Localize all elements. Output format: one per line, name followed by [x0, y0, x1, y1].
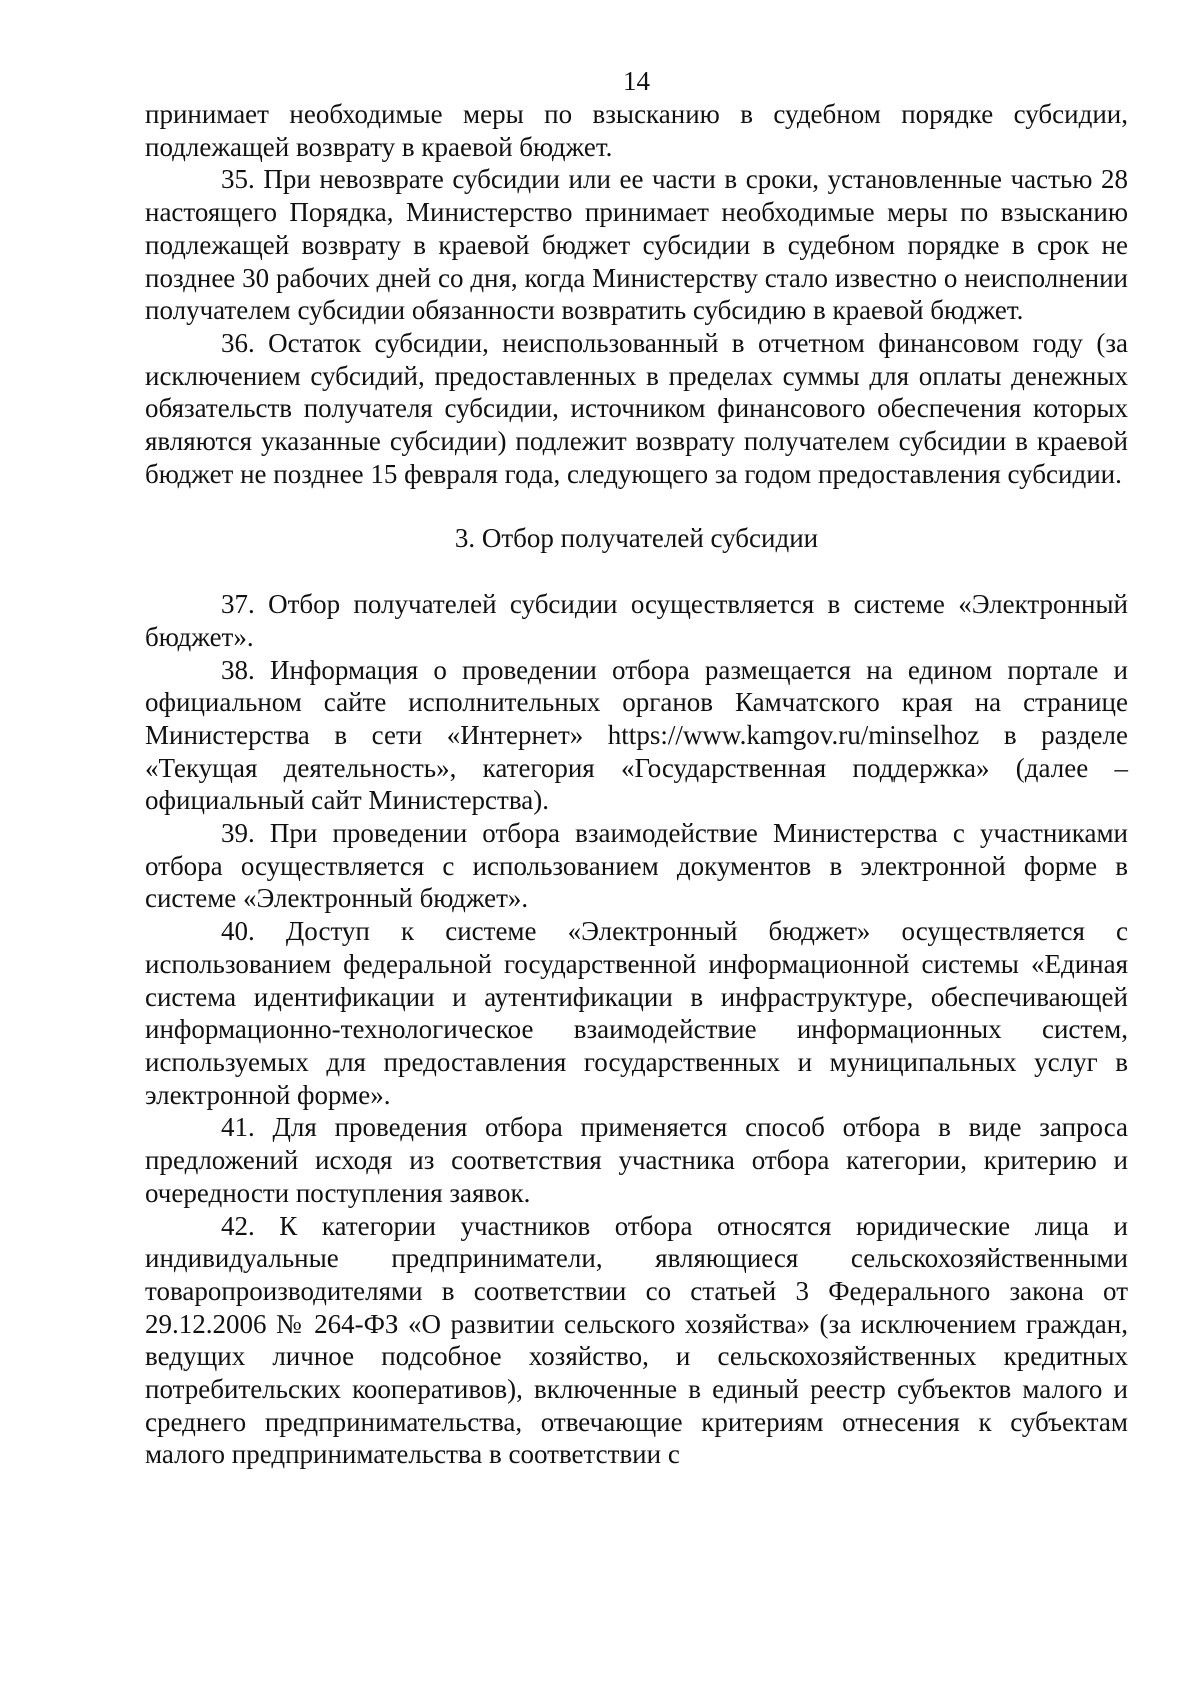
paragraph-39: 39. При проведении отбора взаимодействие Министерства с участниками отбора осуществляется с использованием документов в электронной форме в системе «Электронный бюджет».	[145, 818, 1128, 914]
paragraph-36: 36. Остаток субсидии, неиспользованный в отчетном финансовом году (за исключением субсидий, предоставленных в пределах суммы для оплаты денежных обязательств получателя субсидии, источником финансового обеспечения которых являются указанные субсидии) подлежит возврату получателем субсидии в краевой бюджет не позднее 15 февраля года, следующего за годом предоставления субсидии.	[145, 327, 1128, 489]
section-heading: 3. Отбор получателей субсидии	[454, 523, 819, 554]
intro-paragraph: принимает необходимые меры по взысканию в судебном порядке субсидии, подлежащей возврату в краевой бюджет.	[145, 99, 1128, 162]
paragraph-41: 41. Для проведения отбора применяется способ отбора в виде запроса предложений исходя из соответствия участника отбора категории, критерию и очередности поступления заявок.	[145, 1112, 1128, 1208]
page-number: 14	[623, 66, 650, 96]
paragraph-35: 35. При невозврате субсидии или ее части в сроки, установленные частью 28 настоящего Порядка, Министерство принимает необходимые меры по взысканию подлежащей возврату в краевой бюджет субсидии в судебном порядке в срок не позднее 30 рабочих дней со дня, когда Министерству стало известно о неисполнении получателем субсидии обязанности возвратить субсидию в краевой бюджет.	[145, 164, 1128, 326]
paragraph-42: 42. К категории участников отбора относятся юридические лица и индивидуальные предприниматели, являющиеся сельскохозяйственными товаропроизводителями в соответствии со статьей 3 Федерального закона от 29.12.2006 № 264-ФЗ «О развитии сельского хозяйства» (за исключением граждан, ведущих личное подсобное хозяйство, и сельскохозяйственных кредитных потребительских кооперативов), включенные в единый реестр субъектов малого и среднего предпринимательства, отвечающие критериям отнесения к субъектам малого предпринимательства в соответствии с	[145, 1210, 1128, 1470]
document-page	[145, 64, 1128, 1471]
paragraph-37: 37. Отбор получателей субсидии осуществляется в системе «Электронный бюджет».	[145, 589, 1128, 652]
paragraph-40: 40. Доступ к системе «Электронный бюджет» осуществляется с использованием федеральной государственной информационной системы «Единая система идентификации и аутентификации в инфраструктуре, обеспечивающей информационно-технологическое взаимодействие информационных систем, используемых для предоставления государственных и муниципальных услуг в электронной форме».	[145, 916, 1128, 1110]
paragraph-38: 38. Информация о проведении отбора размещается на едином портале и официальном сайте исполнительных органов Камчатского края на странице Министерства в сети «Интернет» https://www.kamgov.ru/minselhoz в разделе «Текущая деятельность», категория «Государственная поддержка» (далее – официальный сайт Министерства).	[145, 654, 1128, 816]
